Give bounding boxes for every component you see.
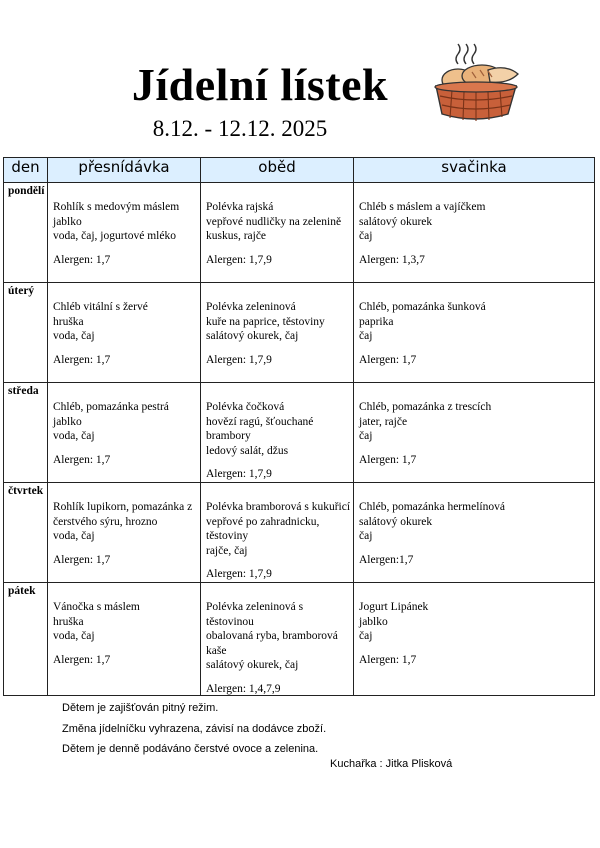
menu-item-text: Chléb, pomazánka hermelínová salátový okurek čaj [359,501,505,542]
day-label: středa [4,383,48,483]
note-menu-change: Změna jídelníčku vyhrazena, závisí na dodávce zboží. [62,722,327,735]
column-header-day: den [4,158,48,183]
table-row [4,583,595,696]
morning-snack-cell [48,183,201,283]
column-header-afternoon-snack: svačinka [354,158,595,183]
afternoon-snack-cell [354,183,595,283]
menu-item-text: Chléb, pomazánka šunková paprika čaj [359,301,486,342]
note-fruit-vegetables: Dětem je denně podáváno čerstvé ovoce a zelenina. [62,743,319,755]
note-drinking: Dětem je zajišťován pitný režim. [62,702,219,714]
allergen-text: Alergen: 1,3,7 [359,254,425,266]
allergen-text: Alergen:1,7 [359,554,414,566]
menu-item-text: Chléb, pomazánka pestrá jablko voda, čaj [53,401,169,442]
allergen-text: Alergen: 1,7 [359,654,417,666]
column-header-lunch: oběd [201,158,354,183]
allergen-text: Alergen: 1,7 [53,654,111,666]
allergen-text: Alergen: 1,7 [53,554,111,566]
bread-basket-icon [428,40,522,126]
menu-item-text: Jogurt Lipánek jablko čaj [359,601,429,642]
allergen-text: Alergen: 1,7 [53,454,111,466]
table-row [4,283,595,383]
allergen-text: Alergen: 1,7 [359,454,417,466]
afternoon-snack-cell [354,583,595,696]
notes-block [62,698,326,760]
morning-snack-cell [48,383,201,483]
column-header-morning-snack: přesnídávka [48,158,201,183]
morning-snack-cell [48,483,201,583]
menu-item-text: Rohlík s medovým máslem jablko voda, čaj, jogurtové mléko [53,201,180,242]
menu-item-text: Chléb vitální s žervé hruška voda, čaj [53,301,148,342]
allergen-text: Alergen: 1,4,7,9 [206,682,281,695]
table-row [4,183,595,283]
day-label: pondělí [4,183,48,283]
lunch-cell [201,183,354,283]
lunch-cell [201,283,354,383]
afternoon-snack-cell [354,383,595,483]
day-label: čtvrtek [4,483,48,583]
allergen-text: Alergen: 1,7 [53,254,111,266]
afternoon-snack-cell [354,483,595,583]
lunch-cell [201,483,354,583]
menu-item-text: Rohlík lupikorn, pomazánka z čerstvého sýru, hrozno voda, čaj [53,501,193,542]
cook-signature: Kuchařka : Jitka Plisková [330,758,453,770]
page-title: Jídelní lístek [131,59,389,110]
allergen-text: Alergen: 1,7,9 [206,354,272,366]
allergen-text: Alergen: 1,7 [53,354,111,366]
allergen-text: Alergen: 1,7,9 [206,254,272,266]
menu-item-text: Chléb, pomazánka z trescích jater, rajče čaj [359,401,492,442]
menu-item-text: Polévka čočková hovězí ragú, šťouchané brambory ledový salát, džus [206,401,314,457]
day-label: úterý [4,283,48,383]
lunch-cell [201,383,354,483]
allergen-text: Alergen: 1,7,9 [206,468,272,480]
table-header-row [4,158,595,183]
morning-snack-cell [48,283,201,383]
lunch-cell [201,583,354,696]
menu-item-text: Polévka zeleninová s těstovinou obalovaná ryba, bramborová kaše salátový okurek, čaj [206,601,338,671]
menu-table [3,157,595,696]
afternoon-snack-cell [354,283,595,383]
allergen-text: Alergen: 1,7 [359,354,417,366]
table-row [4,383,595,483]
menu-item-text: Chléb s máslem a vajíčkem salátový okurek čaj [359,201,486,242]
menu-item-text: Vánočka s máslem hruška voda, čaj [53,601,140,642]
menu-item-text: Polévka bramborová s kukuřicí vepřové po zahradnicku, těstoviny rajče, čaj [206,501,351,557]
menu-item-text: Polévka rajská vepřové nudličky na zelenině kuskus, rajče [206,201,342,242]
table-row [4,483,595,583]
menu-item-text: Polévka zeleninová kuře na paprice, těstoviny salátový okurek, čaj [206,301,325,342]
morning-snack-cell [48,583,201,696]
allergen-text: Alergen: 1,7,9 [206,568,272,580]
day-label: pátek [4,583,48,696]
date-range: 8.12. - 12.12. 2025 [152,116,328,141]
